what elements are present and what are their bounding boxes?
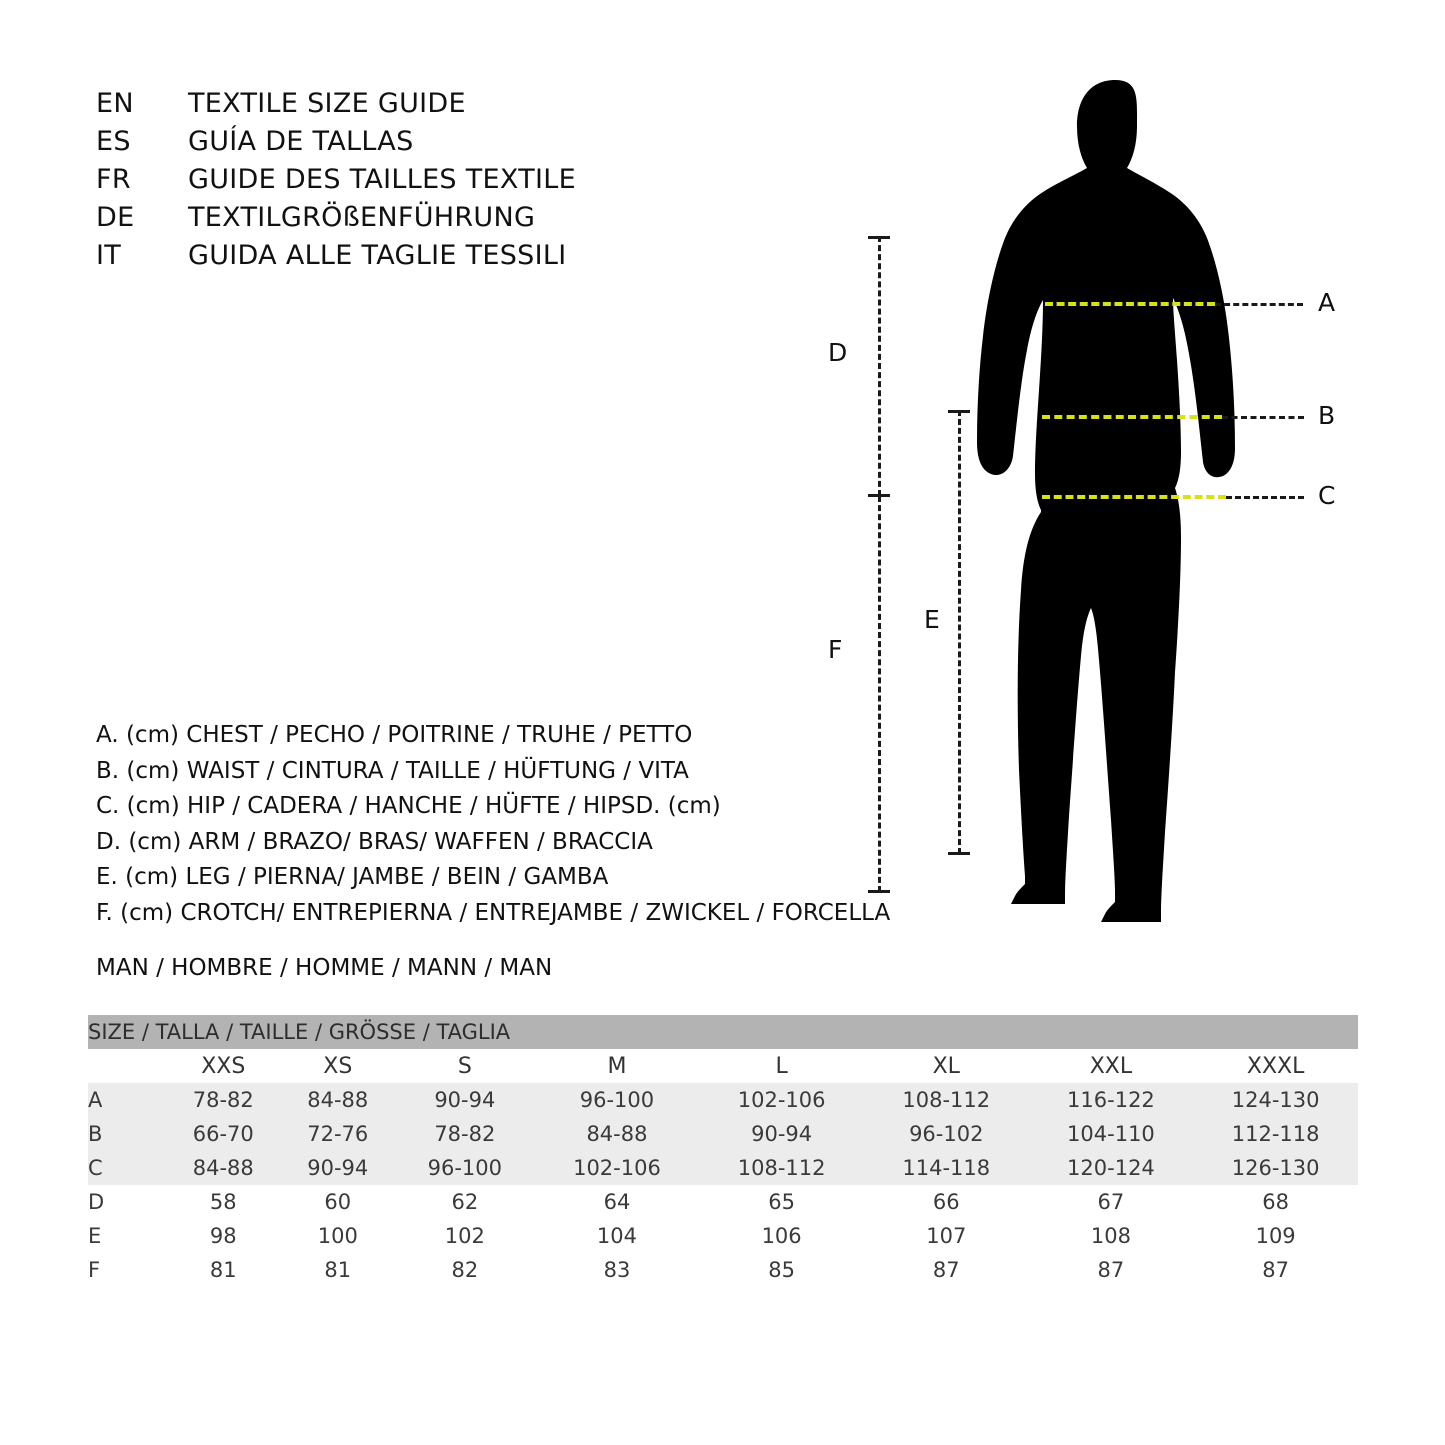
chest-leader-line [1215,303,1303,306]
table-row [88,1083,1358,1117]
title-text: TEXTILGRÖßENFÜHRUNG [188,202,536,233]
marker-f: F [828,635,843,664]
cell-b-l: 90-94 [699,1117,864,1151]
cell-f-xl: 87 [864,1253,1029,1287]
cell-d-s: 62 [395,1185,535,1219]
cell-d-xl: 66 [864,1185,1029,1219]
title-language-code: EN [96,88,134,119]
cell-d-xxl: 67 [1029,1185,1194,1219]
cell-f-xxs: 81 [166,1253,281,1287]
cell-f-m: 83 [535,1253,700,1287]
cell-e-xs: 100 [281,1219,396,1253]
title-block [96,88,796,278]
table-header-band [88,1015,1358,1049]
title-row [96,240,796,278]
cell-c-m: 102-106 [535,1151,700,1185]
cell-e-m: 104 [535,1219,700,1253]
cell-a-xxxl: 124-130 [1193,1083,1358,1117]
cell-d-m: 64 [535,1185,700,1219]
size-header-s: S [395,1049,535,1083]
leg-dimension-tick-bottom [948,852,970,855]
size-header-m: M [535,1049,700,1083]
cell-a-xxs: 78-82 [166,1083,281,1117]
size-header-xxs: XXS [166,1049,281,1083]
cell-c-xxxl: 126-130 [1193,1151,1358,1185]
arm-dimension-line [878,236,881,496]
cell-b-xxl: 104-110 [1029,1117,1194,1151]
cell-e-xxl: 108 [1029,1219,1194,1253]
table-row [88,1185,1358,1219]
title-row [96,88,796,126]
title-text: TEXTILE SIZE GUIDE [188,88,466,119]
size-header-xxxl: XXXL [1193,1049,1358,1083]
crotch-dimension-line [878,496,881,892]
measurement-legend [96,718,896,931]
size-header-corner [88,1049,166,1083]
man-silhouette-icon [820,60,1420,960]
cell-b-s: 78-82 [395,1117,535,1151]
table-row [88,1151,1358,1185]
cell-c-xl: 114-118 [864,1151,1029,1185]
legend-item-hip: C. (cm) HIP / CADERA / HANCHE / HÜFTE / HIPSD. (cm) [96,793,721,819]
chest-band [1045,302,1215,306]
title-row [96,126,796,164]
row-label-b: B [88,1117,166,1151]
cell-e-xxxl: 109 [1193,1219,1358,1253]
cell-d-xs: 60 [281,1185,396,1219]
row-label-e: E [88,1219,166,1253]
title-language-code: FR [96,164,131,195]
row-label-f: F [88,1253,166,1287]
table-size-header-row [88,1049,1358,1083]
figure-diagram [820,60,1420,960]
legend-item-chest: A. (cm) CHEST / PECHO / POITRINE / TRUHE / PETTO [96,722,693,748]
legend-item-waist: B. (cm) WAIST / CINTURA / TAILLE / HÜFTUNG / VITA [96,757,689,784]
cell-a-m: 96-100 [535,1083,700,1117]
cell-e-xl: 107 [864,1219,1029,1253]
title-text: GUIDA ALLE TAGLIE TESSILI [188,240,567,271]
marker-d: D [828,338,848,367]
table-row [88,1253,1358,1287]
cell-f-xs: 81 [281,1253,396,1287]
cell-c-xxl: 120-124 [1029,1151,1194,1185]
cell-b-m: 84-88 [535,1117,700,1151]
cell-d-xxxl: 68 [1193,1185,1358,1219]
cell-b-xs: 72-76 [281,1117,396,1151]
marker-e: E [924,605,940,634]
hip-band [1042,495,1226,499]
size-table [88,1015,1358,1287]
cell-c-l: 108-112 [699,1151,864,1185]
cell-e-s: 102 [395,1219,535,1253]
leg-dimension-line [958,410,961,854]
marker-c: C [1318,481,1336,510]
cell-a-l: 102-106 [699,1083,864,1117]
marker-a: A [1318,288,1336,317]
table-header-label: SIZE / TALLA / TAILLE / GRÖSSE / TAGLIA [88,1015,1358,1049]
cell-a-xl: 108-112 [864,1083,1029,1117]
arm-dimension-tick-top [868,236,890,239]
cell-e-l: 106 [699,1219,864,1253]
row-label-a: A [88,1083,166,1117]
cell-b-xxs: 66-70 [166,1117,281,1151]
row-label-d: D [88,1185,166,1219]
table-row [88,1219,1358,1253]
cell-c-xs: 90-94 [281,1151,396,1185]
title-language-code: DE [96,202,135,233]
row-label-c: C [88,1151,166,1185]
title-language-code: ES [96,126,131,157]
cell-d-l: 65 [699,1185,864,1219]
cell-a-s: 90-94 [395,1083,535,1117]
crotch-dimension-tick-bottom [868,890,890,893]
cell-d-xxs: 58 [166,1185,281,1219]
title-row [96,202,796,240]
cell-a-xxl: 116-122 [1029,1083,1194,1117]
leg-dimension-tick-top [948,410,970,413]
size-header-xs: XS [281,1049,396,1083]
waist-leader-line [1222,416,1304,419]
cell-c-s: 96-100 [395,1151,535,1185]
title-row [96,164,796,202]
cell-e-xxs: 98 [166,1219,281,1253]
marker-b: B [1318,401,1336,430]
table-row [88,1117,1358,1151]
hip-leader-line [1226,496,1304,499]
cell-a-xs: 84-88 [281,1083,396,1117]
cell-f-xxl: 87 [1029,1253,1194,1287]
cell-f-xxxl: 87 [1193,1253,1358,1287]
cell-b-xl: 96-102 [864,1117,1029,1151]
title-text: GUIDE DES TAILLES TEXTILE [188,164,576,195]
size-header-l: L [699,1049,864,1083]
legend-item-arm: D. (cm) ARM / BRAZO/ BRAS/ WAFFEN / BRACCIA [96,828,653,855]
cell-f-s: 82 [395,1253,535,1287]
cell-c-xxs: 84-88 [166,1151,281,1185]
cell-f-l: 85 [699,1253,864,1287]
waist-band [1042,415,1222,419]
legend-item-crotch: F. (cm) CROTCH/ ENTREPIERNA / ENTREJAMBE / ZWICKEL / FORCELLA [96,899,891,926]
legend-item-leg: E. (cm) LEG / PIERNA/ JAMBE / BEIN / GAMBA [96,864,609,890]
size-header-xxl: XXL [1029,1049,1194,1083]
size-header-xl: XL [864,1049,1029,1083]
cell-b-xxxl: 112-118 [1193,1117,1358,1151]
title-language-code: IT [96,240,122,271]
title-text: GUÍA DE TALLAS [188,126,414,157]
gender-label: MAN / HOMBRE / HOMME / MANN / MAN [96,955,553,981]
